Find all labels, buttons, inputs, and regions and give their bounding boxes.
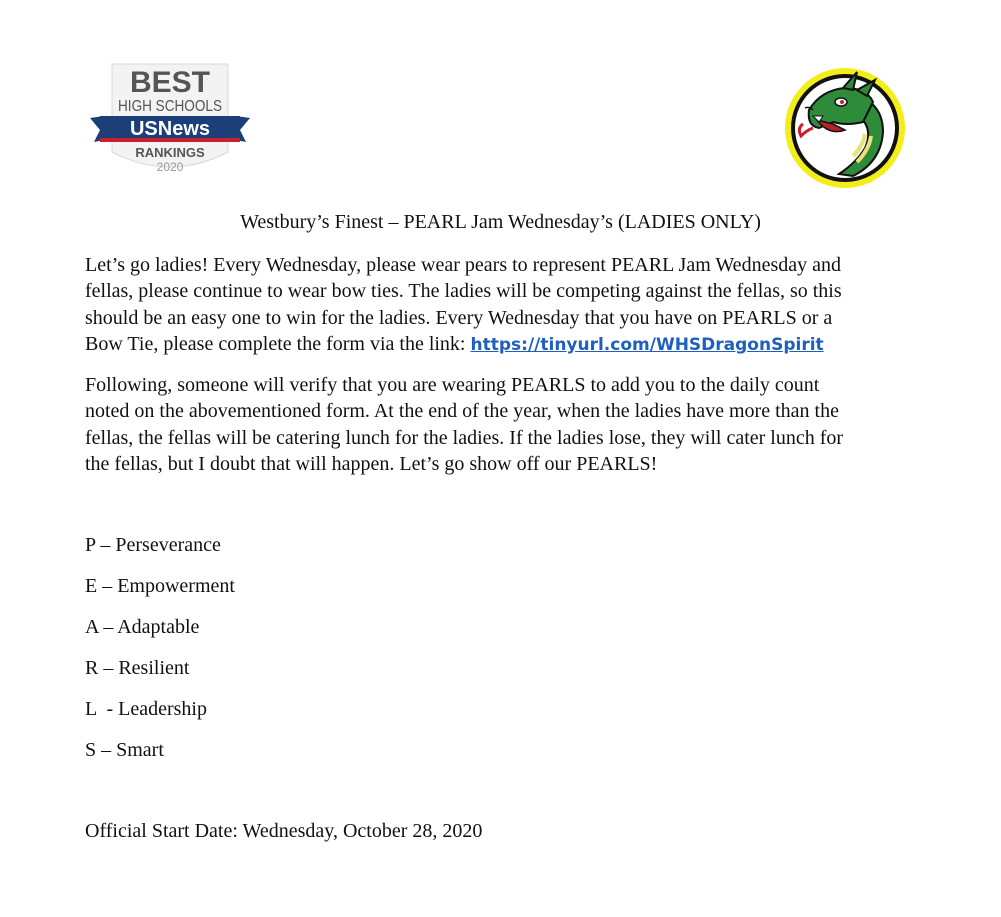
spirit-form-link[interactable]: https://tinyurl.com/WHSDragonSpirit: [470, 334, 824, 355]
acronym-item: A – Adaptable: [85, 616, 200, 638]
intro-paragraph-line: fellas, please continue to wear bow ties. The ladies will be competing against the fellas, so this: [85, 280, 842, 303]
badge-best-text: BEST: [129, 66, 211, 99]
details-paragraph-line: fellas, the fellas will be catering lunch for the ladies. If the ladies lose, they will cater lunch for: [85, 426, 844, 449]
badge-rankings-text: RANKINGS: [135, 145, 205, 160]
details-paragraph-line: the fellas, but I doubt that will happen. Let’s go show off our PEARLS!: [85, 452, 658, 475]
acronym-item: L - Leadership: [85, 698, 207, 720]
official-start-date: Official Start Date: Wednesday, October 28, 2020: [85, 820, 483, 842]
acronym-item: P – Perseverance: [85, 534, 221, 556]
acronym-item: R – Resilient: [85, 657, 190, 679]
usnews-best-high-schools-badge: [90, 60, 250, 180]
dragon-logo: [783, 66, 907, 190]
intro-paragraph: [85, 252, 915, 358]
pearls-acronym-list: [85, 532, 235, 778]
details-paragraph-line: Following, someone will verify that you are wearing PEARLS to add you to the daily count: [85, 374, 820, 396]
link-prefix-text: Bow Tie, please complete the form via the link:: [85, 332, 471, 355]
acronym-item: S – Smart: [85, 739, 164, 761]
badge-year-text: 2020: [156, 160, 184, 174]
intro-paragraph-line: should be an easy one to win for the ladies. Every Wednesday that you have on PEARLS or a: [85, 306, 833, 329]
acronym-item: E – Empowerment: [85, 575, 235, 597]
intro-paragraph-line: Let’s go ladies! Every Wednesday, please wear pears to represent PEARL Jam Wednesday and: [85, 254, 841, 276]
usnews-badge-graphic: [90, 60, 250, 180]
document-title: Westbury’s Finest – PEARL Jam Wednesday’s (LADIES ONLY): [240, 211, 761, 233]
details-paragraph: [85, 372, 915, 477]
dragon-icon: [783, 66, 907, 190]
badge-high-schools-text: HIGH SCHOOLS: [118, 98, 222, 115]
badge-usnews-text: USNews: [129, 118, 211, 140]
details-paragraph-line: noted on the abovementioned form. At the end of the year, when the ladies have more than the: [85, 400, 839, 423]
intro-paragraph-line: [85, 331, 915, 358]
